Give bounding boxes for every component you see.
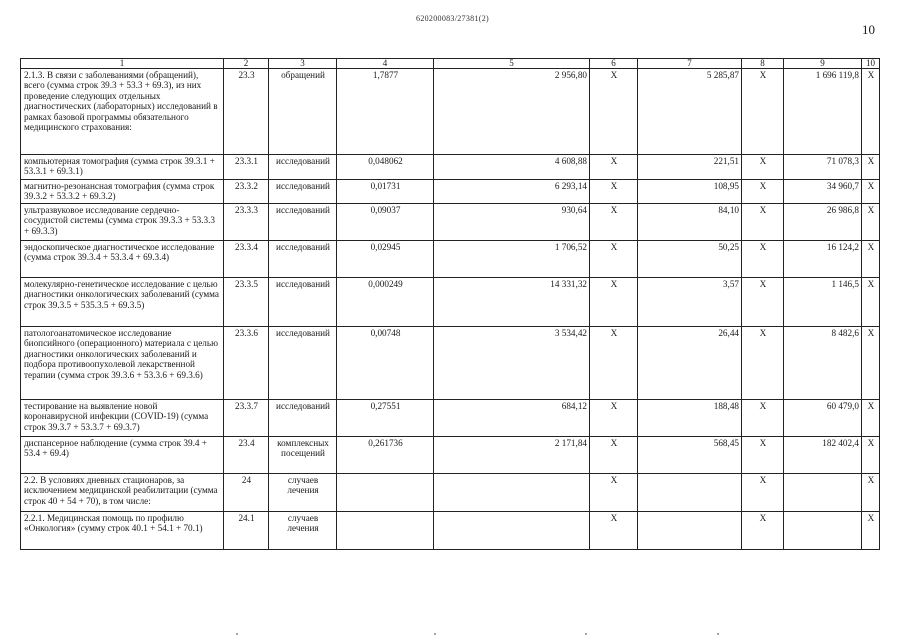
table-cell-col-7 — [638, 512, 742, 550]
table-cell-col-2: 23.3.3 — [224, 204, 269, 241]
table-cell-col-9: 60 479,0 — [784, 400, 862, 437]
table-cell-col-4: 0,09037 — [337, 204, 434, 241]
table-cell-col-10: X — [862, 204, 880, 241]
table-cell-col-6: X — [590, 180, 638, 204]
table-row — [21, 241, 880, 278]
table-cell-col-3: случаев лечения — [269, 512, 337, 550]
column-header-1: 1 — [21, 59, 224, 69]
table-cell-col-6: X — [590, 155, 638, 180]
table-cell-col-7: 221,51 — [638, 155, 742, 180]
table-cell-col-9: 16 124,2 — [784, 241, 862, 278]
table-row — [21, 512, 880, 550]
table-cell-col-1: молекулярно-генетическое исследование с целью диагностики онкологических заболеваний (сумма строк 39.3.5 + 535.3.5 + 69.3.5) — [21, 278, 224, 327]
table-cell-col-10: X — [862, 437, 880, 474]
scan-dot — [717, 633, 719, 635]
column-header-7: 7 — [638, 59, 742, 69]
table-body — [21, 59, 880, 550]
table-cell-col-2: 23.3.2 — [224, 180, 269, 204]
table-cell-col-9: 26 986,8 — [784, 204, 862, 241]
table-row — [21, 278, 880, 327]
table-cell-col-9 — [784, 512, 862, 550]
table-cell-col-5: 3 534,42 — [434, 327, 590, 400]
table-cell-col-1: патологоанатомическое исследование биопсийного (операционного) материала с целью диагностики онкологических заболеваний и подбора противоопухолевой лекарственной терапии (сумма строк 39.3.6 + 53.3.6 + 69.3.6) — [21, 327, 224, 400]
table-cell-col-10: X — [862, 327, 880, 400]
table-cell-col-1: магнитно-резонансная томография (сумма строк 39.3.2 + 53.3.2 + 69.3.2) — [21, 180, 224, 204]
table-cell-col-2: 23.3.1 — [224, 155, 269, 180]
table-cell-col-1: 2.2. В условиях дневных стационаров, за исключением медицинской реабилитации (сумма строк 40 + 54 + 70), в том числе: — [21, 474, 224, 512]
table-cell-col-2: 23.3.6 — [224, 327, 269, 400]
table-cell-col-7 — [638, 474, 742, 512]
table-row — [21, 204, 880, 241]
table-cell-col-3: исследований — [269, 180, 337, 204]
table-cell-col-8: X — [742, 180, 784, 204]
table-cell-col-3: обращений — [269, 69, 337, 155]
table-cell-col-2: 24.1 — [224, 512, 269, 550]
table-cell-col-3: исследований — [269, 327, 337, 400]
table-cell-col-4: 0,27551 — [337, 400, 434, 437]
table-cell-col-5: 1 706,52 — [434, 241, 590, 278]
table-cell-col-10: X — [862, 474, 880, 512]
table-row — [21, 69, 880, 155]
column-header-8: 8 — [742, 59, 784, 69]
table-cell-col-7: 568,45 — [638, 437, 742, 474]
table-cell-col-1: диспансерное наблюдение (сумма строк 39.4 + 53.4 + 69.4) — [21, 437, 224, 474]
table-cell-col-9: 34 960,7 — [784, 180, 862, 204]
table-cell-col-8: X — [742, 204, 784, 241]
table-cell-col-8: X — [742, 400, 784, 437]
scan-dot — [434, 633, 436, 635]
table-cell-col-4: 1,7877 — [337, 69, 434, 155]
table-cell-col-10: X — [862, 512, 880, 550]
table-cell-col-5: 930,64 — [434, 204, 590, 241]
table-cell-col-3: исследований — [269, 400, 337, 437]
table-cell-col-5: 2 956,80 — [434, 69, 590, 155]
table-cell-col-7: 3,57 — [638, 278, 742, 327]
table-cell-col-9: 8 482,6 — [784, 327, 862, 400]
table-cell-col-7: 50,25 — [638, 241, 742, 278]
table-cell-col-6: X — [590, 204, 638, 241]
column-header-10: 10 — [862, 59, 880, 69]
table-cell-col-3: исследований — [269, 155, 337, 180]
table-cell-col-3: случаев лечения — [269, 474, 337, 512]
table-cell-col-9: 71 078,3 — [784, 155, 862, 180]
table-cell-col-7: 108,95 — [638, 180, 742, 204]
scan-dot — [236, 633, 238, 635]
table-row — [21, 400, 880, 437]
table-cell-col-10: X — [862, 69, 880, 155]
table-cell-col-5: 14 331,32 — [434, 278, 590, 327]
table-cell-col-3: исследований — [269, 278, 337, 327]
table-cell-col-10: X — [862, 400, 880, 437]
table-cell-col-5: 684,12 — [434, 400, 590, 437]
table-cell-col-10: X — [862, 155, 880, 180]
scan-dot — [585, 633, 587, 635]
table-cell-col-8: X — [742, 474, 784, 512]
table-cell-col-8: X — [742, 69, 784, 155]
table-row — [21, 474, 880, 512]
table-cell-col-3: комплексных посещений — [269, 437, 337, 474]
column-header-4: 4 — [337, 59, 434, 69]
column-header-5: 5 — [434, 59, 590, 69]
table-cell-col-6: X — [590, 69, 638, 155]
table-cell-col-5: 4 608,88 — [434, 155, 590, 180]
column-header-9: 9 — [784, 59, 862, 69]
table-cell-col-6: X — [590, 327, 638, 400]
table-cell-col-8: X — [742, 437, 784, 474]
table-cell-col-5: 6 293,14 — [434, 180, 590, 204]
table-cell-col-8: X — [742, 155, 784, 180]
table-cell-col-10: X — [862, 241, 880, 278]
table-cell-col-6: X — [590, 512, 638, 550]
financial-table — [20, 58, 880, 550]
table-cell-col-5 — [434, 474, 590, 512]
table-cell-col-7: 5 285,87 — [638, 69, 742, 155]
table-cell-col-1: ультразвуковое исследование сердечно-сосудистой системы (сумма строк 39.3.3 + 53.3.3 + 69.3.3) — [21, 204, 224, 241]
table-cell-col-4: 0,048062 — [337, 155, 434, 180]
table-cell-col-4: 0,02945 — [337, 241, 434, 278]
table-cell-col-7: 188,48 — [638, 400, 742, 437]
table-cell-col-2: 23.3.4 — [224, 241, 269, 278]
table-cell-col-1: компьютерная томография (сумма строк 39.3.1 + 53.3.1 + 69.3.1) — [21, 155, 224, 180]
table-cell-col-2: 23.3 — [224, 69, 269, 155]
table-row — [21, 437, 880, 474]
table-cell-col-6: X — [590, 400, 638, 437]
table-cell-col-3: исследований — [269, 204, 337, 241]
table-cell-col-4: 0,00748 — [337, 327, 434, 400]
table-cell-col-1: 2.1.3. В связи с заболеваниями (обращений), всего (сумма строк 39.3 + 53.3 + 69.3), из них проведение следующих отдельных диагностических (лабораторных) исследований в рамках базовой программы обязательного медицинского страхования: — [21, 69, 224, 155]
table-row — [21, 155, 880, 180]
table-cell-col-4 — [337, 512, 434, 550]
table-cell-col-1: эндоскопическое диагностическое исследование (сумма строк 39.3.4 + 53.3.4 + 69.3.4) — [21, 241, 224, 278]
page-number: 10 — [862, 22, 875, 37]
table-cell-col-7: 26,44 — [638, 327, 742, 400]
table-cell-col-4: 0,000249 — [337, 278, 434, 327]
column-header-3: 3 — [269, 59, 337, 69]
scan-artifacts — [0, 633, 905, 637]
table-cell-col-6: X — [590, 241, 638, 278]
table-cell-col-4: 0,261736 — [337, 437, 434, 474]
table-cell-col-9: 1 696 119,8 — [784, 69, 862, 155]
table-cell-col-4 — [337, 474, 434, 512]
table-cell-col-2: 24 — [224, 474, 269, 512]
table-cell-col-10: X — [862, 180, 880, 204]
table-cell-col-6: X — [590, 474, 638, 512]
table-cell-col-4: 0,01731 — [337, 180, 434, 204]
table-cell-col-2: 23.4 — [224, 437, 269, 474]
table-cell-col-3: исследований — [269, 241, 337, 278]
table-cell-col-2: 23.3.7 — [224, 400, 269, 437]
table-row — [21, 327, 880, 400]
document-code: 620200083/27381(2) — [416, 14, 489, 23]
table-cell-col-8: X — [742, 512, 784, 550]
column-header-2: 2 — [224, 59, 269, 69]
table-cell-col-9: 182 402,4 — [784, 437, 862, 474]
table-cell-col-10: X — [862, 278, 880, 327]
table-cell-col-9 — [784, 474, 862, 512]
table-cell-col-6: X — [590, 437, 638, 474]
table-cell-col-8: X — [742, 278, 784, 327]
table-cell-col-5 — [434, 512, 590, 550]
table-cell-col-2: 23.3.5 — [224, 278, 269, 327]
table-cell-col-1: 2.2.1. Медицинская помощь по профилю «Онкология» (сумму строк 40.1 + 54.1 + 70.1) — [21, 512, 224, 550]
column-header-6: 6 — [590, 59, 638, 69]
table-cell-col-1: тестирование на выявление новой коронавирусной инфекции (COVID-19) (сумма строк 39.3.7 + 53.3.7 + 69.3.7) — [21, 400, 224, 437]
table-cell-col-8: X — [742, 327, 784, 400]
table-cell-col-6: X — [590, 278, 638, 327]
table-row — [21, 180, 880, 204]
table-cell-col-9: 1 146,5 — [784, 278, 862, 327]
table-cell-col-5: 2 171,84 — [434, 437, 590, 474]
column-number-row — [21, 59, 880, 69]
table-cell-col-8: X — [742, 241, 784, 278]
table-cell-col-7: 84,10 — [638, 204, 742, 241]
